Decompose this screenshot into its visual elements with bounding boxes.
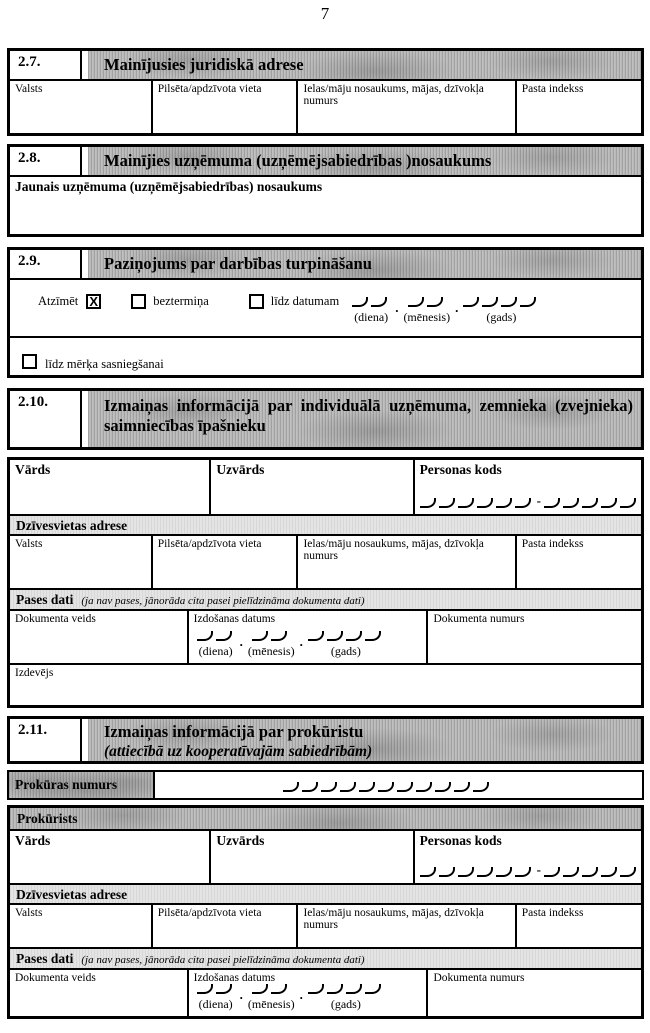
field-label-pilseta: Pilsēta/apdzīvota vieta xyxy=(157,907,262,919)
day-blank[interactable] xyxy=(352,297,390,307)
field-label-jaunais-nosaukums: Jaunais uzņēmuma (uzņēmējsabiedrības) nosaukums xyxy=(15,179,323,194)
section-2-11-title: Izmaiņas informācijā par prokūristu xyxy=(104,722,364,741)
field-label-izdosanas-datums: Izdošanas datums xyxy=(193,613,276,625)
section-2-10-body xyxy=(7,457,644,708)
field-label-uzvards: Uzvārds xyxy=(216,833,265,848)
date-blanks[interactable] xyxy=(194,631,422,659)
field-label-ielas: Ielas/māju nosaukums, mājas, dzīvokļa numurs xyxy=(303,907,484,931)
field-label-dokumenta-veids: Dokumenta veids xyxy=(15,972,96,984)
month-label: (mēnesis) xyxy=(403,310,451,324)
passport-subheader xyxy=(10,947,641,968)
month-blank[interactable] xyxy=(252,631,290,641)
field-vards[interactable] xyxy=(10,831,209,883)
personas-kods-blank[interactable] xyxy=(420,492,636,508)
procuration-number-cups[interactable] xyxy=(283,782,492,792)
field-label-pasta-indekss: Pasta indekss xyxy=(521,538,584,550)
date-separator: . xyxy=(395,300,399,315)
day-label: (diena) xyxy=(354,310,389,324)
lidz-datumam-label: līdz datumam xyxy=(270,294,340,308)
field-label-valsts: Valsts xyxy=(15,83,43,95)
personas-kods-part1[interactable] xyxy=(420,498,534,508)
field-izdosanas-datums[interactable] xyxy=(187,970,427,1016)
field-pasta-indekss[interactable] xyxy=(515,905,641,947)
field-uzvards[interactable] xyxy=(209,460,412,514)
year-blank[interactable] xyxy=(463,297,539,307)
passport-note: (ja nav pases, jānorāda cita pasei pielīdzināma dokumenta dati) xyxy=(81,954,365,966)
section-2-7-number: 2.7. xyxy=(10,51,82,79)
field-vards[interactable] xyxy=(10,460,209,514)
year-label: (gads) xyxy=(330,997,361,1011)
year-blank[interactable] xyxy=(308,631,384,641)
date-separator: . xyxy=(455,300,459,315)
passport-subheader-label: Pases dati xyxy=(16,592,74,607)
field-valsts[interactable] xyxy=(10,905,151,947)
field-dokumenta-veids[interactable] xyxy=(10,970,187,1016)
section-2-10-header xyxy=(7,388,644,450)
address-subheader xyxy=(10,514,641,534)
atzimet-label: Atzīmēt xyxy=(38,294,79,308)
field-valsts[interactable] xyxy=(10,536,151,588)
field-label-personas-kods: Personas kods xyxy=(419,833,502,848)
address-subheader-label: Dzīvesvietas adrese xyxy=(16,887,128,902)
address-subheader xyxy=(10,883,641,903)
field-personas-kods[interactable] xyxy=(413,460,641,514)
month-label: (mēnesis) xyxy=(247,644,295,658)
year-blank[interactable] xyxy=(308,984,384,994)
day-label: (diena) xyxy=(198,644,233,658)
date-separator: . xyxy=(299,987,303,1002)
field-jaunais-nosaukums[interactable] xyxy=(10,177,641,234)
procuration-number-label: Prokūras numurs xyxy=(15,777,118,792)
field-izdevejs[interactable] xyxy=(10,665,641,705)
field-dokumenta-numurs[interactable] xyxy=(426,970,641,1016)
section-2-7 xyxy=(7,48,644,136)
field-label-izdevejs: Izdevējs xyxy=(15,667,54,679)
field-label-pilseta: Pilsēta/apdzīvota vieta xyxy=(157,538,262,550)
x-mark-icon: X xyxy=(89,294,99,309)
field-label-pasta-indekss: Pasta indekss xyxy=(521,83,584,95)
section-prokurists xyxy=(7,805,644,1019)
field-label-ielas: Ielas/māju nosaukums, mājas, dzīvokļa numurs xyxy=(303,538,484,562)
procuration-number-labelcell xyxy=(9,772,155,798)
field-label-dokumenta-numurs: Dokumenta numurs xyxy=(433,972,525,984)
section-2-8 xyxy=(7,144,644,237)
field-label-uzvards: Uzvārds xyxy=(216,462,265,477)
date-separator: . xyxy=(239,987,243,1002)
personas-kods-separator: - xyxy=(536,493,541,508)
field-pasta-indekss[interactable] xyxy=(515,81,641,133)
section-2-9-title: Paziņojums par darbības turpināšanu xyxy=(88,250,641,278)
field-label-vards: Vārds xyxy=(15,833,51,848)
section-2-10-title: Izmaiņas informācijā par individuālā uzņēmuma, zemnieka (zvejnieka) saimniecības īpašnieku xyxy=(88,391,641,447)
field-label-izdosanas-datums: Izdošanas datums xyxy=(193,972,276,984)
personas-kods-part2[interactable] xyxy=(544,867,639,877)
personas-kods-part2[interactable] xyxy=(544,498,639,508)
date-separator: . xyxy=(239,634,243,649)
field-label-valsts: Valsts xyxy=(15,907,43,919)
day-blank[interactable] xyxy=(197,984,235,994)
section-2-8-number: 2.8. xyxy=(10,147,82,175)
field-ielas[interactable] xyxy=(296,536,514,588)
month-label: (mēnesis) xyxy=(247,997,295,1011)
field-pilseta[interactable] xyxy=(151,905,297,947)
field-label-personas-kods: Personas kods xyxy=(419,462,502,477)
field-personas-kods[interactable] xyxy=(413,831,641,883)
field-label-dokumenta-numurs: Dokumenta numurs xyxy=(433,613,525,625)
field-label-pilseta: Pilsēta/apdzīvota vieta xyxy=(157,83,262,95)
field-label-ielas: Ielas/māju nosaukums, mājas, dzīvokļa numurs xyxy=(303,83,484,107)
checkbox-lidz-merka[interactable] xyxy=(22,354,37,369)
month-blank[interactable] xyxy=(408,297,446,307)
day-label: (diena) xyxy=(198,997,233,1011)
checkbox-atzimet-checked[interactable] xyxy=(86,294,101,309)
beztermina-label: beztermiņa xyxy=(153,294,209,308)
checkbox-lidz-datumam[interactable] xyxy=(249,294,264,309)
field-ielas[interactable] xyxy=(296,81,514,133)
year-label: (gads) xyxy=(486,310,517,324)
personas-kods-part1[interactable] xyxy=(420,867,534,877)
field-pilseta[interactable] xyxy=(151,536,297,588)
procuration-number-strip xyxy=(7,770,644,800)
field-ielas[interactable] xyxy=(296,905,514,947)
page-number: 7 xyxy=(320,4,330,23)
section-2-10-number: 2.10. xyxy=(10,391,82,447)
day-blank[interactable] xyxy=(197,631,235,641)
field-label-vards: Vārds xyxy=(15,462,51,477)
section-2-8-title: Mainījies uzņēmuma (uzņēmējsabiedrības )nosaukums xyxy=(88,147,641,175)
year-label: (gads) xyxy=(330,644,361,658)
personas-kods-separator: - xyxy=(536,862,541,877)
field-pasta-indekss[interactable] xyxy=(515,536,641,588)
address-subheader-label: Dzīvesvietas adrese xyxy=(16,518,128,533)
section-2-9 xyxy=(7,247,644,378)
lidz-merka-label: līdz mērķa sasniegšanai xyxy=(45,356,164,371)
field-label-valsts: Valsts xyxy=(15,538,43,550)
date-blanks[interactable] xyxy=(194,984,422,1012)
field-label-pasta-indekss: Pasta indekss xyxy=(521,907,584,919)
field-label-dokumenta-veids: Dokumenta veids xyxy=(15,613,96,625)
checkbox-beztermina[interactable] xyxy=(131,294,146,309)
date-blanks[interactable] xyxy=(349,297,542,325)
date-separator: . xyxy=(299,634,303,649)
passport-note: (ja nav pases, jānorāda cita pasei pielīdzināma dokumenta dati) xyxy=(81,595,365,607)
field-dokumenta-veids[interactable] xyxy=(10,611,187,663)
personas-kods-blank[interactable] xyxy=(420,861,636,877)
prokurists-bar xyxy=(10,808,641,829)
section-2-11-number: 2.11. xyxy=(10,719,82,761)
section-2-7-title: Mainījusies juridiskā adrese xyxy=(88,51,641,79)
prokurists-label: Prokūrists xyxy=(17,811,78,826)
field-izdosanas-datums[interactable] xyxy=(187,611,427,663)
field-dokumenta-numurs[interactable] xyxy=(426,611,641,663)
section-2-11-header xyxy=(7,716,644,764)
field-valsts[interactable] xyxy=(10,81,151,133)
field-uzvards[interactable] xyxy=(209,831,412,883)
month-blank[interactable] xyxy=(252,984,290,994)
passport-subheader-label: Pases dati xyxy=(16,951,74,966)
passport-subheader xyxy=(10,588,641,609)
field-pilseta[interactable] xyxy=(151,81,297,133)
section-2-9-number: 2.9. xyxy=(10,250,82,278)
procuration-number-blank[interactable] xyxy=(155,772,642,798)
section-2-11-subtitle: (attiecībā uz kooperatīvajām sabiedrībām) xyxy=(104,743,373,760)
